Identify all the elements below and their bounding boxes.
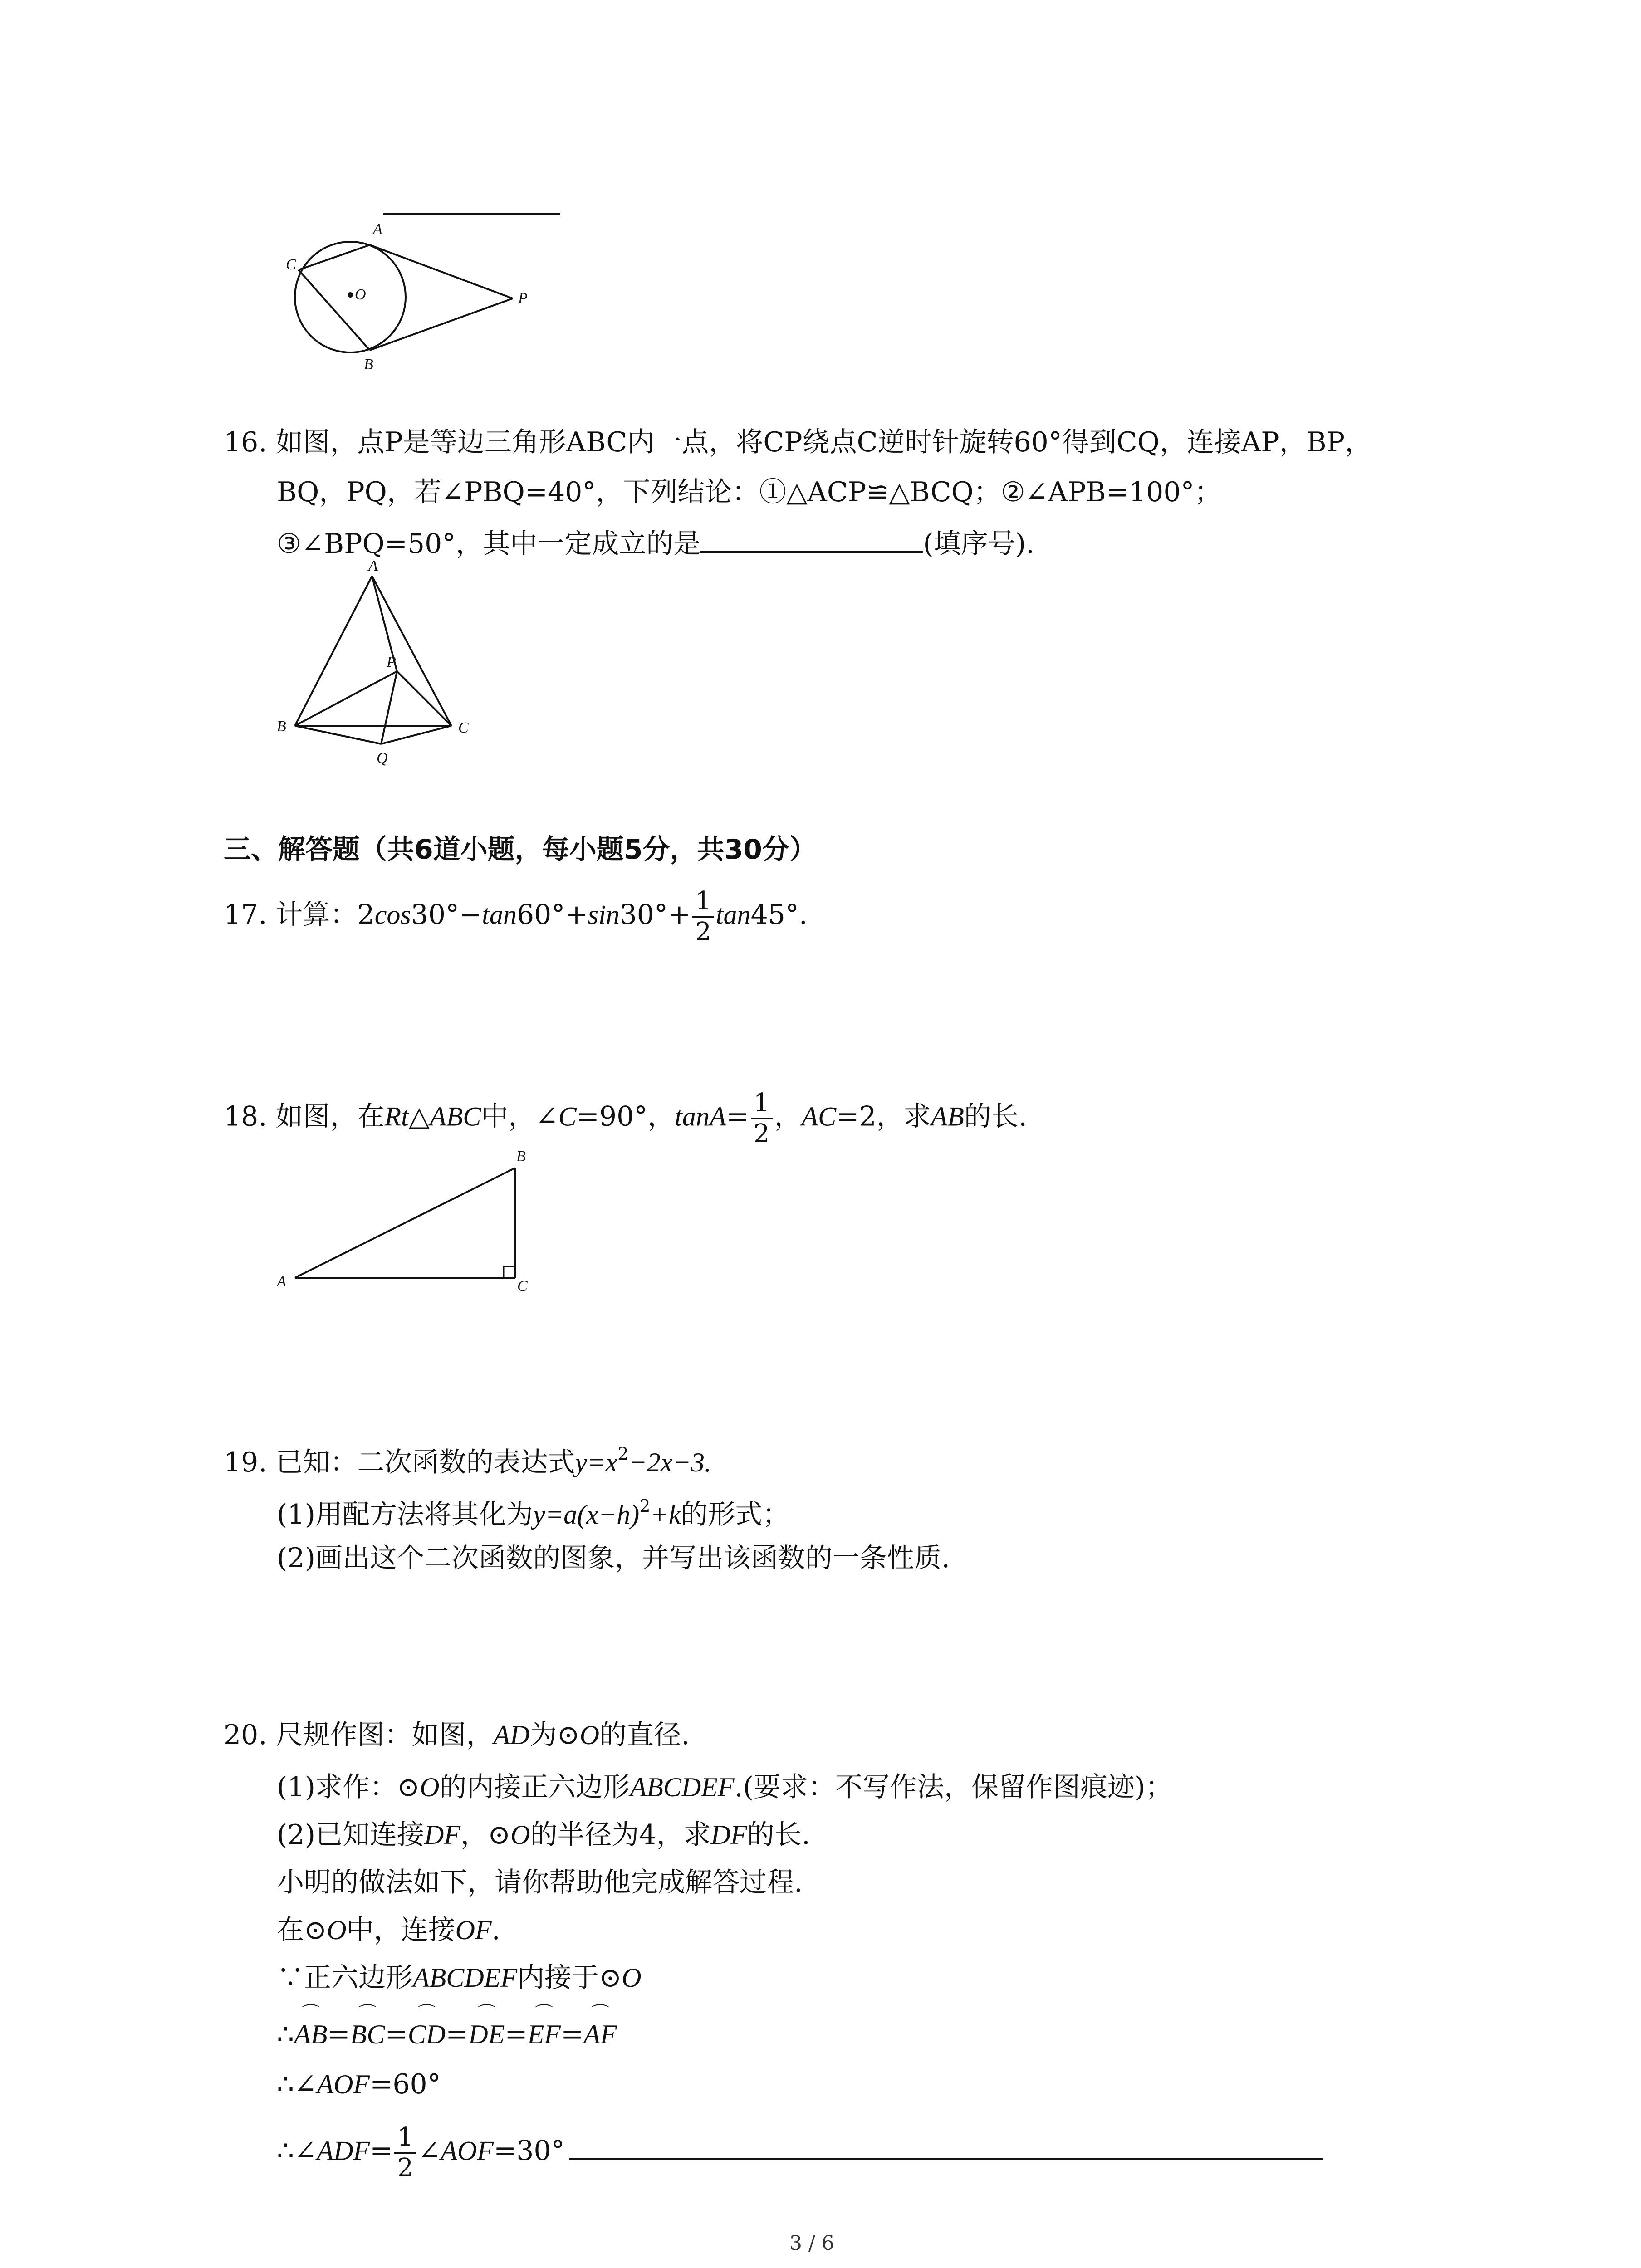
q20-l2e: .(要求：不写作法，保留作图痕迹)； bbox=[734, 1771, 1173, 1803]
q20-l9a: ∴∠ bbox=[277, 2135, 317, 2167]
q18-rt: Rt bbox=[384, 1101, 409, 1132]
q19-l1b: y=x bbox=[575, 1447, 618, 1477]
q15-label-o: O bbox=[355, 286, 366, 303]
q18-right-angle-mark bbox=[504, 1266, 515, 1278]
q15-tangent-pa bbox=[370, 245, 513, 298]
q16-number: 16. bbox=[224, 426, 267, 458]
q15-label-p: P bbox=[518, 290, 528, 307]
q20-l3b: DF bbox=[424, 1820, 460, 1850]
q20-l8b: AOF bbox=[317, 2069, 370, 2099]
q16-label-b: B bbox=[277, 718, 286, 735]
q20-numerator: 1 bbox=[394, 2123, 416, 2154]
q20-l1c: 为⊙ bbox=[529, 1719, 580, 1751]
q20-l9d: ∠ bbox=[418, 2135, 441, 2167]
q15-chord-ca bbox=[299, 245, 370, 270]
q19-l2c: +k bbox=[650, 1500, 681, 1530]
q20-arc-cd: ⌒ CD bbox=[408, 2016, 446, 2053]
q20-l4: 小明的做法如下，请你帮助他完成解答过程. bbox=[277, 1867, 803, 1898]
q19-l3: (2)画出这个二次函数的图象，并写出该函数的一条性质. bbox=[277, 1542, 950, 1574]
q20-fraction bbox=[394, 2123, 416, 2183]
q18-tana: tanA bbox=[675, 1101, 726, 1132]
q16-seg-cp bbox=[397, 671, 451, 726]
q20-l3g: 的长. bbox=[747, 1819, 810, 1851]
q16-line3 bbox=[277, 524, 1034, 562]
q19-line2 bbox=[277, 1488, 790, 1533]
q20-answer-blank bbox=[569, 2131, 1323, 2160]
q20-line7: ∴⌒ AB=⌒ BC=⌒ CD=⌒ DE=⌒ EF=⌒ AF bbox=[277, 2016, 617, 2053]
q20-arc-bc: ⌒ BC bbox=[350, 2016, 385, 2053]
q18-abc: ABC bbox=[429, 1101, 481, 1132]
q20-l5e: . bbox=[491, 1914, 500, 1946]
q17-number: 17. bbox=[224, 899, 267, 931]
q16-seg-pq bbox=[381, 671, 397, 744]
q18-t5: ， bbox=[774, 1100, 802, 1133]
q20-arc-ab: ⌒ AB bbox=[294, 2016, 327, 2053]
q18-ab: AB bbox=[931, 1101, 964, 1132]
q20-l5c: 中，连接 bbox=[346, 1914, 456, 1946]
q20-l1a: 尺规作图：如图， bbox=[275, 1719, 494, 1751]
q19-l2d: 的形式； bbox=[681, 1499, 790, 1530]
q20-l9b: ADF bbox=[317, 2136, 370, 2166]
q17-p4: 45°. bbox=[750, 899, 808, 931]
q20-l6c: 内接于⊙ bbox=[517, 1962, 622, 1994]
q20-l9f: =30° bbox=[493, 2135, 565, 2167]
q18-t1: 如图，在 bbox=[275, 1100, 385, 1133]
q20-l3e: 的半径为4，求 bbox=[530, 1819, 711, 1851]
q20-l5d: OF bbox=[455, 1915, 492, 1945]
q20-arc-de: ⌒ DE bbox=[468, 2016, 505, 2053]
q18-t4: =90°， bbox=[576, 1100, 675, 1133]
q20-l1e: 的直径. bbox=[599, 1719, 690, 1751]
q16-label-p: P bbox=[387, 654, 396, 670]
q20-l2d: ABCDEF bbox=[630, 1772, 735, 1802]
q18-side-ab bbox=[295, 1168, 515, 1278]
q18-c: C bbox=[558, 1101, 577, 1132]
q18-label-b: B bbox=[516, 1148, 526, 1165]
q20-l3f: DF bbox=[710, 1820, 747, 1850]
q20-line5 bbox=[277, 1912, 500, 1948]
q18-label-c: C bbox=[517, 1278, 528, 1295]
q17-p1: 30°− bbox=[411, 899, 482, 931]
q18-t2: △ bbox=[408, 1100, 430, 1133]
q15-figure bbox=[245, 209, 572, 372]
q20-l5b: O bbox=[327, 1915, 347, 1945]
q18-figure bbox=[268, 1143, 549, 1297]
q16-text-2: BQ，PQ，若∠PBQ=40°，下列结论：①△ACP≌△BCQ；②∠APB=100°； bbox=[277, 476, 1222, 508]
q16-label-q: Q bbox=[377, 750, 388, 767]
q16-figure bbox=[268, 558, 504, 771]
q16-seg-cq bbox=[381, 726, 451, 744]
q18-fraction bbox=[751, 1089, 773, 1149]
q16-line1 bbox=[224, 424, 1372, 460]
q16-line2 bbox=[277, 474, 1222, 510]
q19-l1a: 已知：二次函数的表达式 bbox=[275, 1447, 575, 1478]
q16-side-ab bbox=[295, 576, 372, 726]
q19-line3 bbox=[277, 1540, 950, 1576]
q16-label-a: A bbox=[368, 558, 378, 574]
q15-label-c: C bbox=[286, 256, 296, 273]
q15-label-b: B bbox=[364, 356, 373, 372]
q15-chord-cb bbox=[299, 270, 370, 350]
q19-line1 bbox=[224, 1436, 711, 1481]
q18-line bbox=[224, 1089, 1027, 1149]
q20-l6d: O bbox=[622, 1963, 642, 1993]
q19-l2b: y=a(x−h) bbox=[533, 1500, 640, 1530]
q20-line1 bbox=[224, 1717, 690, 1753]
q16-label-c: C bbox=[458, 719, 469, 736]
q20-number: 20. bbox=[224, 1719, 267, 1751]
q16-text-3b: (填序号). bbox=[923, 528, 1035, 560]
q16-text-3a: ③∠BPQ=50°，其中一定成立的是 bbox=[277, 528, 701, 560]
q17-line bbox=[224, 887, 808, 947]
q20-l3c: ，⊙ bbox=[460, 1819, 511, 1851]
q17-p2: 60°+ bbox=[516, 899, 588, 931]
q15-label-a: A bbox=[373, 221, 382, 238]
q17-sin: sin bbox=[588, 899, 620, 930]
q16-seg-bp bbox=[295, 671, 397, 726]
q20-line3 bbox=[277, 1817, 810, 1853]
q16-seg-bq bbox=[295, 726, 381, 744]
q20-l8c: =60° bbox=[370, 2068, 441, 2100]
q17-numerator: 1 bbox=[692, 887, 714, 918]
q16-side-ac bbox=[372, 576, 451, 726]
q20-l7a: ∴ bbox=[277, 2019, 294, 2050]
q18-denominator: 2 bbox=[753, 1119, 770, 1149]
q20-l2a: (1)求作：⊙ bbox=[277, 1771, 420, 1803]
q20-l1d: O bbox=[579, 1720, 600, 1750]
q15-center-dot bbox=[348, 292, 353, 298]
q17-cos: cos bbox=[374, 899, 411, 930]
q20-l2b: O bbox=[420, 1772, 440, 1802]
q15-tangent-pb bbox=[370, 298, 513, 350]
q20-line8 bbox=[277, 2066, 441, 2102]
q20-l5a: 在⊙ bbox=[277, 1914, 327, 1946]
q19-l2sup: 2 bbox=[639, 1496, 651, 1516]
q18-numerator: 1 bbox=[751, 1089, 773, 1119]
q20-l1b: AD bbox=[493, 1720, 530, 1750]
q20-line9 bbox=[277, 2123, 1323, 2183]
q20-line4 bbox=[277, 1864, 803, 1901]
q20-arc-af: ⌒ AF bbox=[583, 2016, 617, 2053]
q19-number: 19. bbox=[224, 1447, 267, 1478]
q18-ac: AC bbox=[801, 1101, 837, 1132]
q20-l3d: O bbox=[510, 1820, 530, 1850]
q18-t6: =2，求 bbox=[836, 1100, 931, 1133]
q20-l6a: ∵正六边形 bbox=[277, 1962, 413, 1994]
q20-l9c: = bbox=[370, 2135, 393, 2167]
q17-p3: 30°+ bbox=[619, 899, 691, 931]
q18-number: 18. bbox=[224, 1100, 267, 1133]
q20-line6 bbox=[277, 1960, 642, 1996]
q20-l9e: AOF bbox=[441, 2136, 494, 2166]
q19-l1sup: 2 bbox=[617, 1444, 629, 1464]
q20-arc-ef: ⌒ EF bbox=[528, 2016, 561, 2053]
q20-l6b: ABCDEF bbox=[413, 1963, 517, 1993]
q18-t3: 中，∠ bbox=[481, 1100, 558, 1133]
q18-eq: = bbox=[726, 1100, 749, 1133]
q20-line2 bbox=[277, 1769, 1172, 1805]
q16-text-1: 如图，点P是等边三角形ABC内一点，将CP绕点C逆时针旋转60°得到CQ，连接AP，BP， bbox=[275, 426, 1372, 458]
q17-fraction bbox=[692, 887, 714, 947]
q19-l1c: −2x−3. bbox=[628, 1447, 712, 1477]
q17-denominator: 2 bbox=[695, 917, 711, 947]
q20-l2c: 的内接正六边形 bbox=[439, 1771, 630, 1803]
q16-answer-blank bbox=[700, 524, 923, 553]
section3-heading: 三、解答题（共6道小题，每小题5分，共30分） bbox=[224, 834, 817, 865]
q17-tan1: tan bbox=[482, 899, 517, 930]
q20-denominator: 2 bbox=[397, 2153, 414, 2183]
q19-l2a: (1)用配方法将其化为 bbox=[277, 1499, 533, 1530]
q20-l3a: (2)已知连接 bbox=[277, 1819, 424, 1851]
q18-t7: 的长. bbox=[964, 1100, 1028, 1133]
q17-tan2: tan bbox=[715, 899, 751, 930]
page-number: 3 / 6 bbox=[789, 2232, 834, 2255]
q20-l8a: ∴∠ bbox=[277, 2068, 317, 2100]
q18-label-a: A bbox=[277, 1273, 286, 1290]
q17-prefix: 计算：2 bbox=[275, 899, 375, 931]
